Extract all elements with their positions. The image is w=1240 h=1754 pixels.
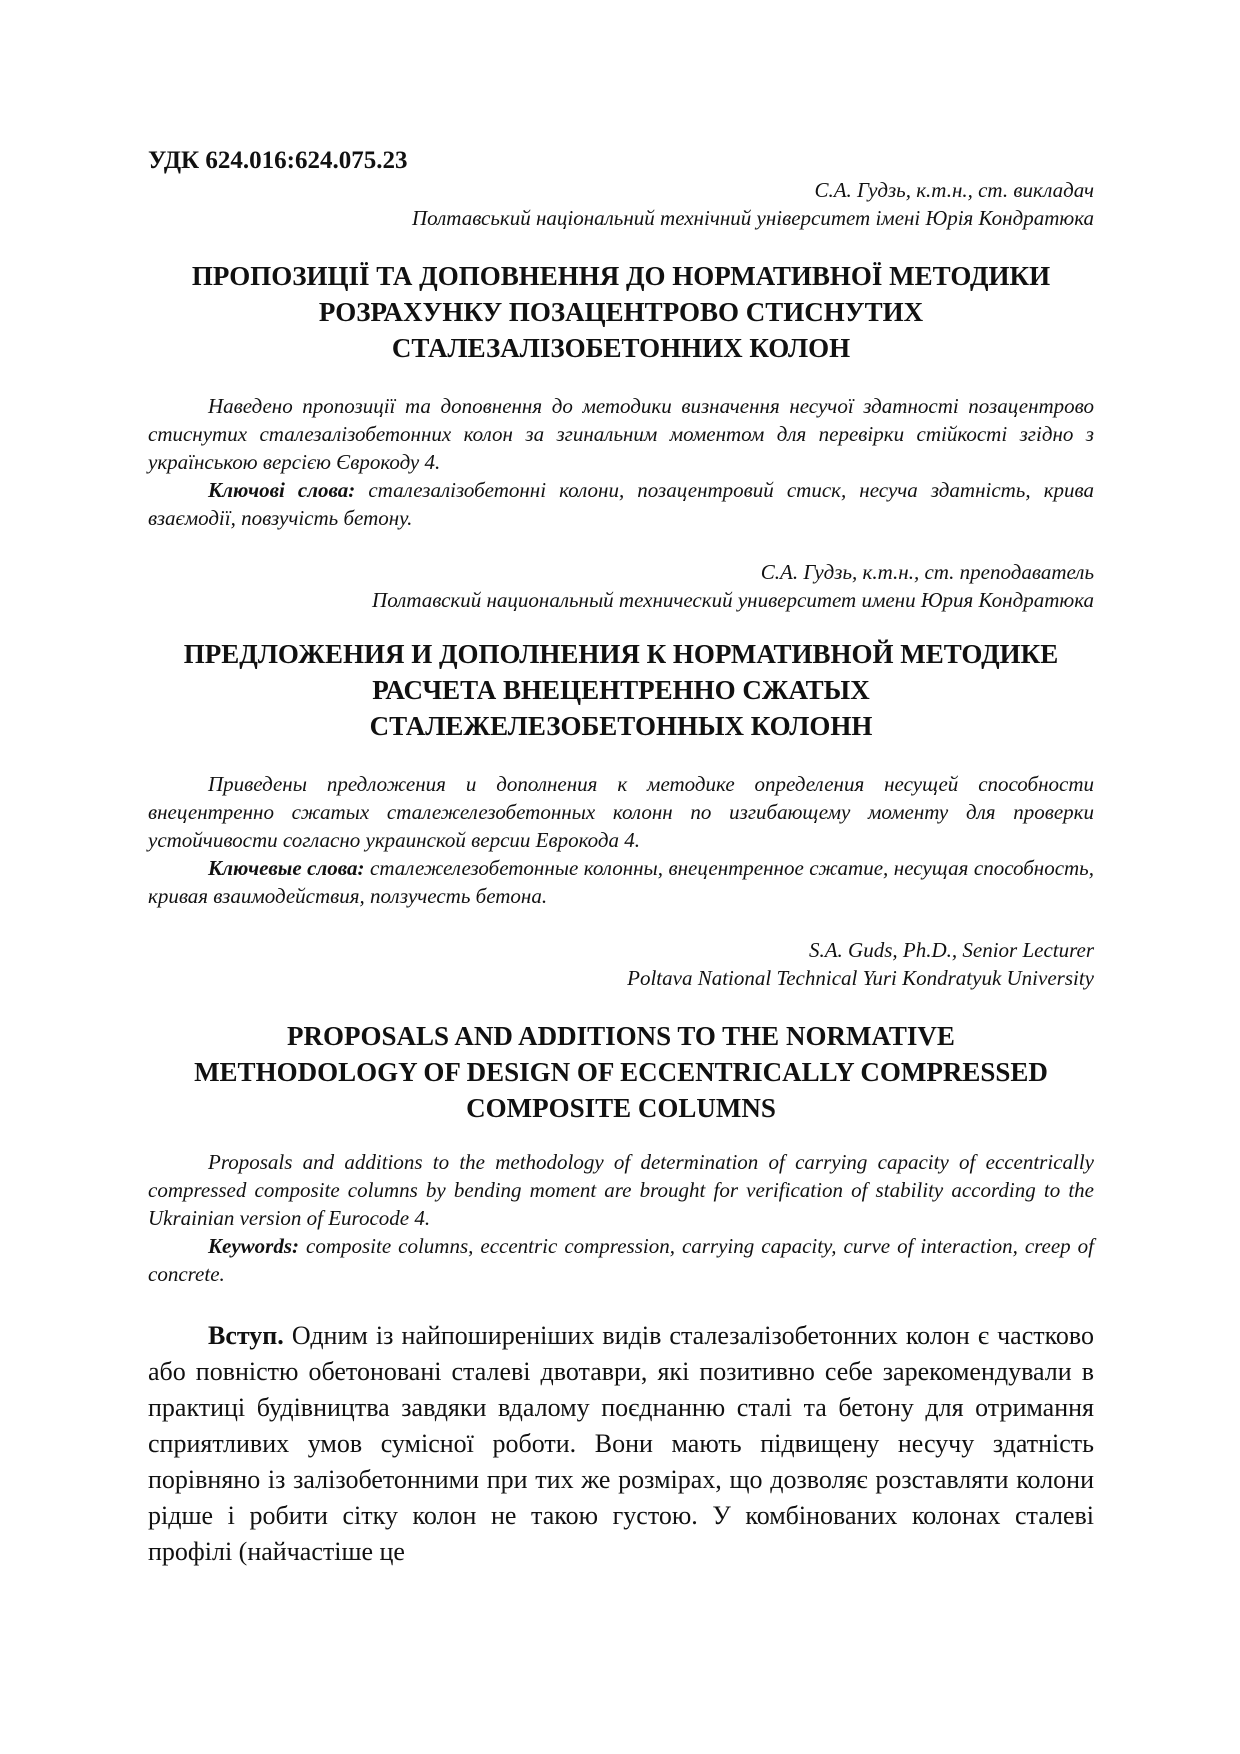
ru-affiliation: Полтавский национальный технический университет имени Юрия Кондратюка xyxy=(372,588,1094,612)
ua-title-line: РОЗРАХУНКУ ПОЗАЦЕНТРОВО СТИСНУТИХ xyxy=(318,297,924,327)
ru-title-line: РАСЧЕТА ВНЕЦЕНТРЕННО СЖАТЫХ xyxy=(372,675,870,705)
en-keywords-text: composite columns, eccentric compression, carrying capacity, curve of interaction, creep of concrete. xyxy=(148,1234,1094,1286)
en-affiliation: Poltava National Technical Yuri Kondratyuk University xyxy=(627,966,1094,990)
ua-keywords-label: Ключові слова: xyxy=(208,478,356,502)
ua-affiliation: Полтавський національний технічний університет імені Юрія Кондратюка xyxy=(411,206,1094,230)
ru-title-line: ПРЕДЛОЖЕНИЯ И ДОПОЛНЕНИЯ К НОРМАТИВНОЙ МЕТОДИКЕ xyxy=(183,639,1059,669)
ru-keywords-label: Ключевые слова: xyxy=(208,856,365,880)
en-title-line: PROPOSALS AND ADDITIONS TO THE NORMATIVE xyxy=(287,1021,955,1051)
ua-title-line: СТАЛЕЗАЛІЗОБЕТОННИХ КОЛОН xyxy=(391,333,851,363)
intro-label: Вступ. xyxy=(208,1321,284,1350)
ru-abstract: Приведены предложения и дополнения к методике определения несущей способности внецентренно сжатых сталежелезобетонных колонн по изгибающему моменту для проверки устойчивости согласно украинской версии Еврокода 4. xyxy=(148,772,1094,852)
page-content xyxy=(148,146,1094,1570)
ua-keywords xyxy=(148,476,1094,532)
ru-keywords-text: сталежелезобетонные колонны, внецентренное сжатие, несущая способность, кривая взаимодействия, ползучесть бетона. xyxy=(148,856,1094,908)
en-title-line: METHODOLOGY OF DESIGN OF ECCENTRICALLY COMPRESSED xyxy=(194,1057,1048,1087)
intro-paragraph xyxy=(148,1318,1094,1570)
ua-abstract: Наведено пропозиції та доповнення до методики визначення несучої здатності позацентрово стиснутих сталезалізобетонних колон за згинальним моментом для перевірки стійкості згідно з українською версією Єврокоду 4. xyxy=(148,394,1094,474)
udk-code: УДК 624.016:624.075.23 xyxy=(148,147,408,174)
ua-title xyxy=(148,258,1094,366)
en-title-line: COMPOSITE COLUMNS xyxy=(466,1093,776,1123)
ru-author: С.А. Гудзь, к.т.н., ст. преподаватель xyxy=(760,560,1094,584)
en-keywords-label: Keywords: xyxy=(208,1234,299,1258)
ru-keywords xyxy=(148,854,1094,910)
en-abstract: Proposals and additions to the methodology of determination of carrying capacity of eccentrically compressed composite columns by bending moment are brought for verification of stability according to the Ukrainian version of Eurocode 4. xyxy=(148,1150,1094,1230)
ua-keywords-text: сталезалізобетонні колони, позацентровий стиск, несуча здатність, крива взаємодії, повзучість бетону. xyxy=(148,478,1094,530)
en-keywords xyxy=(148,1232,1094,1288)
ru-title xyxy=(148,636,1094,744)
ua-title-line: ПРОПОЗИЦІЇ ТА ДОПОВНЕННЯ ДО НОРМАТИВНОЇ МЕТОДИКИ xyxy=(191,261,1051,291)
en-title xyxy=(148,1018,1094,1126)
intro-text: Одним із найпоширеніших видів сталезалізобетонних колон є частково або повністю обетоновані сталеві двотаври, які позитивно себе зарекомендували в практиці будівництва завдяки вдалому поєднанню сталі та бетону для отримання сприятливих умов сумісної роботи. Вони мають підвищену несучу здатність порівняно із залізобетонними при тих же розмірах, що дозволяє розставляти колони рідше і робити сітку колон не такою густою. У комбінованих колонах сталеві профілі (найчастіше це xyxy=(148,1321,1094,1566)
en-author: S.A. Guds, Ph.D., Senior Lecturer xyxy=(808,938,1094,962)
ua-author: С.А. Гудзь, к.т.н., ст. викладач xyxy=(814,178,1094,202)
ru-title-line: СТАЛЕЖЕЛЕЗОБЕТОННЫХ КОЛОНН xyxy=(369,711,873,741)
